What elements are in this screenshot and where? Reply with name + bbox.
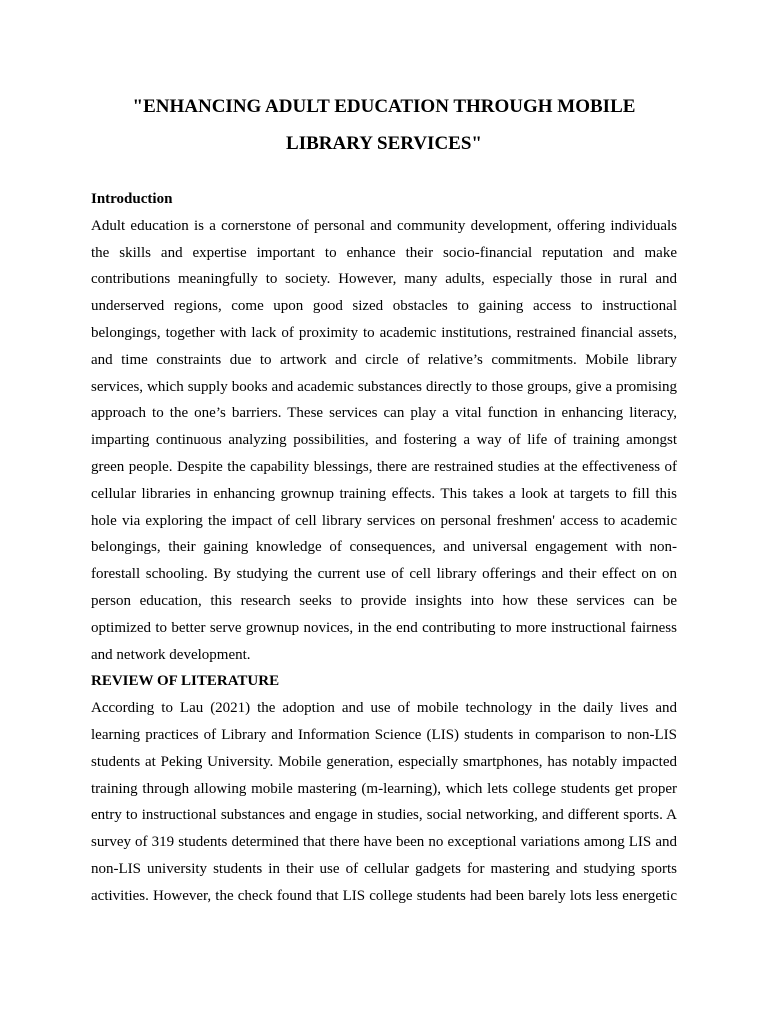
text-line: services, which supply books and academic substances directly to those groups, give a promising (91, 378, 677, 395)
text-line: underserved regions, come upon good sized obstacles to gaining access to instructional (91, 298, 677, 315)
title-line: LIBRARY SERVICES" (286, 133, 482, 154)
text-line: optimized to better serve grownup novices, in the end contributing to more instructional fairness (91, 619, 677, 636)
text-line: belongings, their gaining knowledge of consequences, and universal engagement with non- (91, 539, 677, 556)
review-heading: REVIEW OF LITERATURE (91, 673, 280, 690)
text-line: and time constraints due to artwork and circle of relative’s commitments. Mobile library (91, 351, 677, 368)
document-page (91, 88, 677, 910)
text-line: activities. However, the check found that LIS college students had been barely lots less energetic (91, 887, 677, 904)
text-line: cellular libraries in enhancing grownup training effects. This takes a look at targets to fill this (91, 485, 677, 502)
document-title (71, 88, 697, 162)
title-line: "ENHANCING ADULT EDUCATION THROUGH MOBILE (132, 96, 636, 117)
text-line: survey of 319 students determined that there have been no exceptional variations among LIS and (91, 834, 677, 851)
text-line: Adult education is a cornerstone of personal and community development, offering individuals (91, 217, 677, 234)
text-line: hole via exploring the impact of cell library services on personal freshmen' access to academic (91, 512, 677, 529)
text-line: students at Peking University. Mobile generation, especially smartphones, has notably impacted (91, 753, 677, 770)
introduction-heading: Introduction (91, 191, 173, 207)
text-line: contributions meaningfully to society. However, many adults, especially those in rural and (91, 271, 677, 288)
text-line: learning practices of Library and Information Science (LIS) students in comparison to non-LIS (91, 726, 677, 743)
text-line: forestall schooling. By studying the current use of cell library offerings and their effect on on (91, 566, 677, 583)
text-line: According to Lau (2021) the adoption and use of mobile technology in the daily lives and (91, 700, 677, 717)
text-line: belongings, together with lack of proximity to academic institutions, restrained financial assets, (91, 324, 677, 341)
text-line: training through allowing mobile mastering (m-learning), which lets college students get proper (91, 780, 677, 797)
text-line: green people. Despite the capability blessings, there are restrained studies at the effectiveness of (91, 458, 677, 475)
text-line: and network development. (91, 646, 251, 663)
review-paragraph (91, 695, 677, 909)
introduction-paragraph (91, 213, 677, 669)
text-line: entry to instructional substances and engage in studies, social networking, and different sports. A (91, 807, 677, 824)
text-line: person education, this research seeks to provide insights into how these services can be (91, 592, 677, 609)
text-line: non-LIS university students in their use of cellular gadgets for mastering and studying sports (91, 860, 677, 877)
text-line: approach to the one’s barriers. These services can play a vital function in enhancing literacy, (91, 405, 677, 422)
text-line: the skills and expertise important to enhance their socio-financial reputation and make (91, 244, 677, 261)
text-line: imparting continuous analyzing possibilities, and fostering a way of life of training amongst (91, 432, 677, 449)
